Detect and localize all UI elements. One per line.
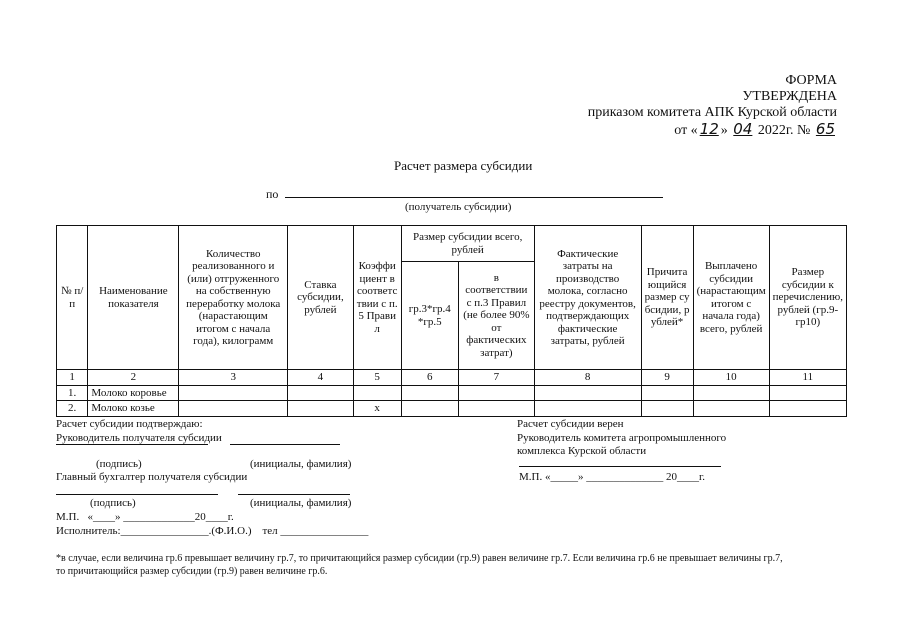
col-header-size-group: Размер субсидии всего, рублей	[401, 226, 534, 262]
committee-signature-blank	[519, 466, 721, 467]
document-title: Расчет размера субсидии	[394, 158, 533, 173]
row-name: Молоко коровье	[88, 385, 179, 401]
row-coef	[353, 385, 401, 401]
form-label: ФОРМА	[785, 73, 837, 88]
order-date-line	[588, 121, 837, 139]
initials-blank-2	[238, 494, 350, 495]
approved-label: УТВЕРЖДЕНА	[742, 89, 837, 104]
date-prefix: от «	[674, 123, 698, 138]
col-header-transfer: Размер субсидии к перечислению, рублей (гр.9-гр10)	[769, 226, 846, 370]
recipient-line	[266, 186, 663, 202]
initials-caption-2: (инициалы, фамилия)	[250, 497, 352, 509]
initials-blank	[230, 444, 340, 445]
col-header-name: Наименование показателя	[88, 226, 179, 370]
col-number: 1	[57, 370, 88, 386]
subsidy-table	[56, 225, 847, 417]
row-coef: х	[353, 401, 401, 417]
col-header-actual: Фактические затраты на производство молока, согласно реестру документов, подтверждающих фактические затраты, рублей	[534, 226, 641, 370]
col-header-formula: гр.3*гр.4 *гр.5	[401, 262, 458, 370]
handwritten-day: 12	[699, 120, 719, 138]
row-num: 2.	[57, 401, 88, 417]
committee-head-label-1: Руководитель комитета агропромышленного	[517, 432, 727, 444]
initials-caption: (инициалы, фамилия)	[250, 458, 352, 470]
col-number: 5	[353, 370, 401, 386]
recipient-caption: (получатель субсидии)	[405, 201, 512, 213]
col-header-due: Причитающийся размер субсидии, рублей*	[641, 226, 693, 370]
committee-head-label-2: комплекса Курской области	[517, 445, 647, 457]
correct-label: Расчет субсидии верен	[517, 418, 624, 430]
date-mid: »	[720, 123, 728, 138]
col-number: 10	[693, 370, 769, 386]
table-row	[57, 401, 847, 417]
recipient-blank	[285, 186, 663, 198]
mp-line-left: М.П. «____» _____________20____г.	[56, 511, 234, 523]
col-number: 3	[179, 370, 288, 386]
order-label: приказом комитета АПК Курской области	[587, 105, 837, 120]
executor-line: Исполнитель:________________.(Ф.И.О.) тел ________________	[56, 525, 369, 537]
handwritten-month: 04	[733, 120, 753, 138]
col-number: 4	[288, 370, 354, 386]
signature-blank	[56, 444, 208, 445]
column-number-row	[57, 370, 847, 386]
signature-caption-2: (подпись)	[90, 497, 136, 509]
col-header-rule3: в соответствии с п.3 Правил (не более 90% от фактических затрат)	[459, 262, 535, 370]
head-recipient-label: Руководитель получателя субсидии	[56, 432, 222, 444]
signature-caption: (подпись)	[96, 458, 142, 470]
row-num: 1.	[57, 385, 88, 401]
col-number: 9	[641, 370, 693, 386]
col-number: 8	[534, 370, 641, 386]
col-header-coef: Коэффициент в соответствии с п.5 Правил	[353, 226, 401, 370]
form-header	[588, 73, 837, 139]
footnote-line-2: то причитающийся размер субсидии (гр.9) равен величине гр.6.	[56, 566, 328, 577]
col-header-rate: Ставка субсидии, рублей	[288, 226, 354, 370]
confirmed-label: Расчет субсидии подтверждаю:	[56, 418, 203, 430]
table-row	[57, 385, 847, 401]
handwritten-number: 65	[815, 120, 835, 138]
signature-blank-2	[56, 494, 218, 495]
col-header-num: № п/п	[57, 226, 88, 370]
col-header-paid: Выплачено субсидии (нарастающим итогом с начала года) всего, рублей	[693, 226, 769, 370]
recipient-prefix: по	[266, 187, 279, 201]
mp-line-right: М.П. «_____» ______________ 20____г.	[519, 471, 705, 483]
accountant-label: Главный бухгалтер получателя субсидии	[56, 471, 248, 483]
row-name: Молоко козье	[88, 401, 179, 417]
col-number: 11	[769, 370, 846, 386]
year-text: 2022г. №	[757, 123, 811, 138]
col-number: 6	[401, 370, 458, 386]
col-header-quantity: Количество реализованного и (или) отгруженного на собственную переработку молока (нарастающим итогом с начала года), килограмм	[179, 226, 288, 370]
col-number: 7	[459, 370, 535, 386]
footnote-line-1: *в случае, если величина гр.6 превышает величину гр.7, то причитающийся размер субсидии (гр.9) равен величине гр.7. Если величина гр.6 не превышает величины гр.7,	[56, 553, 783, 564]
col-number: 2	[88, 370, 179, 386]
